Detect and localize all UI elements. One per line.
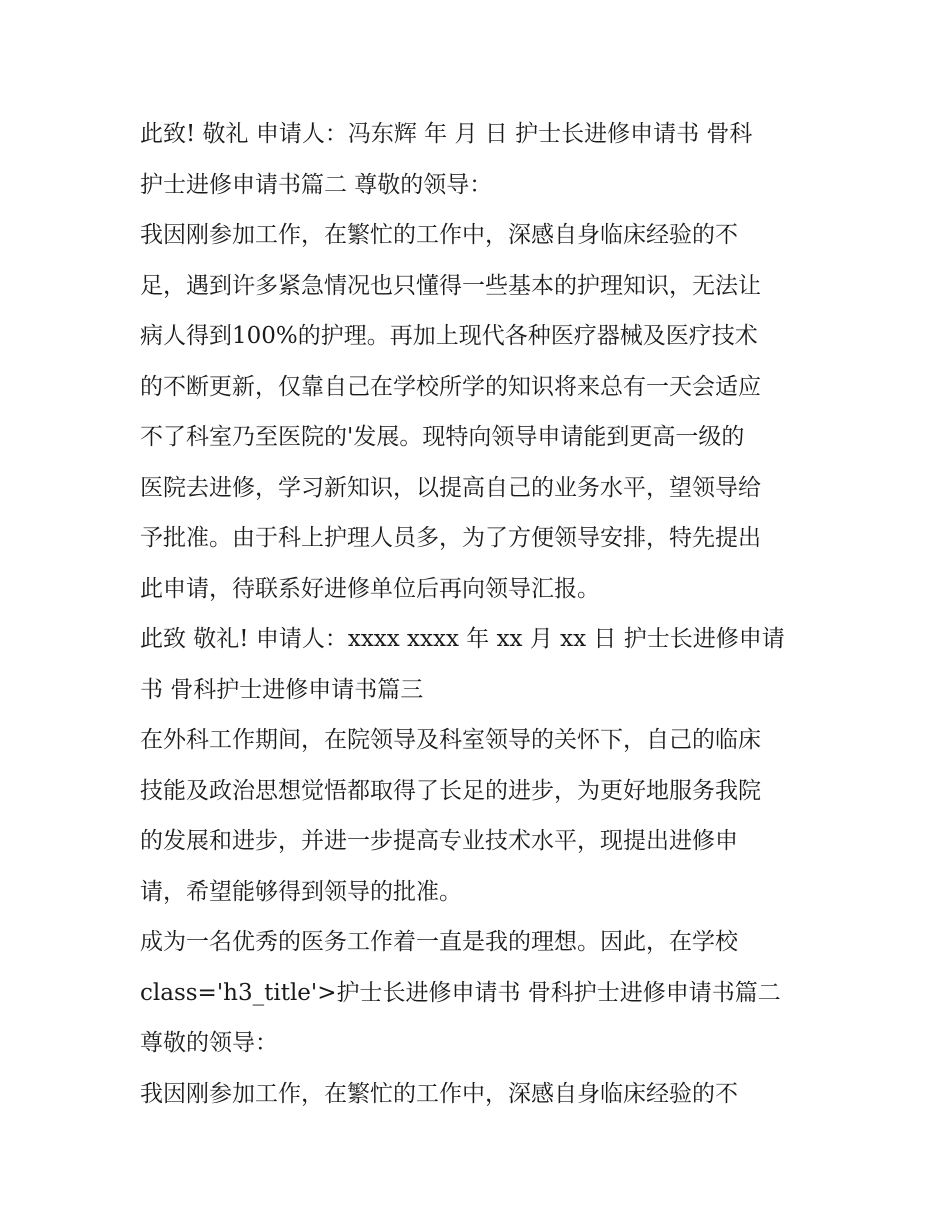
text-line: 足，遇到许多紧急情况也只懂得一些基本的护理知识，无法让 — [140, 272, 761, 299]
text-line: class='h3_title'>护士长进修申请书 骨科护士进修申请书篇二 — [140, 979, 781, 1006]
text-line: 医院去进修，学习新知识，以提高自己的业务水平，望领导给 — [140, 474, 761, 501]
text-line: 护士进修申请书篇二 尊敬的领导： — [140, 171, 493, 198]
text-line: 不了科室乃至医院的'发展。现特向领导申请能到更高一级的 — [140, 424, 745, 450]
text-line: 的不断更新，仅靠自己在学校所学的知识将来总有一天会适应 — [140, 373, 761, 400]
text-line: 此致 敬礼! 申请人：xxxx xxxx 年 xx 月 xx 日 护士长进修申请 — [140, 626, 785, 652]
document-body — [140, 109, 820, 1119]
text-line: 此申请，待联系好进修单位后再向领导汇报。 — [140, 575, 600, 602]
text-line: 成为一名优秀的医务工作着一直是我的理想。因此，在学校 — [140, 929, 738, 955]
text-line: 我因刚参加工作，在繁忙的工作中，深感自身临床经验的不 — [140, 222, 738, 248]
text-line: 予批准。由于科上护理人员多，为了方便领导安排，特先提出 — [140, 525, 761, 551]
text-line: 技能及政治思想觉悟都取得了长足的进步，为更好地服务我院 — [140, 777, 761, 804]
text-line: 的发展和进步，并进一步提高专业技术水平，现提出进修申 — [140, 828, 738, 854]
text-line: 请，希望能够得到领导的批准。 — [140, 878, 462, 905]
text-line: 在外科工作期间，在院领导及科室领导的关怀下，自己的临床 — [140, 727, 761, 753]
text-line: 病人得到100%的护理。再加上现代各种医疗器械及医疗技术 — [140, 323, 758, 349]
text-line: 此致! 敬礼 申请人：冯东辉 年 月 日 护士长进修申请书 骨科 — [140, 121, 753, 147]
text-line: 尊敬的领导： — [140, 1030, 278, 1056]
text-line: 书 骨科护士进修申请书篇三 — [140, 676, 424, 703]
text-line: 我因刚参加工作，在繁忙的工作中，深感自身临床经验的不 — [140, 1080, 738, 1107]
